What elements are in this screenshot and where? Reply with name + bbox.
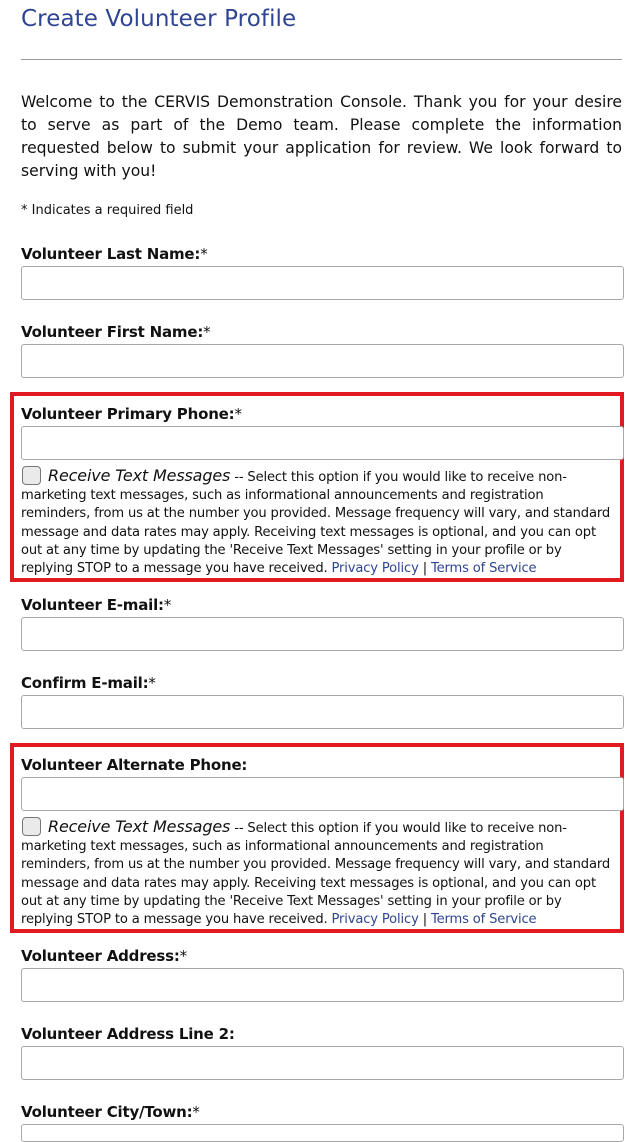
confirm-email-label: Confirm E-mail:* bbox=[21, 674, 156, 692]
confirm-email-input[interactable] bbox=[21, 695, 624, 729]
address2-input[interactable] bbox=[21, 1046, 624, 1080]
primary-phone-label: Volunteer Primary Phone:* bbox=[21, 405, 242, 423]
alternate-phone-input[interactable] bbox=[21, 777, 624, 811]
alternate-sms-title: Receive Text Messages bbox=[48, 817, 231, 836]
confirm-email-field bbox=[21, 673, 624, 729]
alternate-terms-link[interactable]: Terms of Service bbox=[430, 912, 537, 928]
alternate-phone-label: Volunteer Alternate Phone: bbox=[21, 756, 248, 774]
primary-phone-input[interactable] bbox=[21, 426, 624, 460]
primary-sms-checkbox[interactable] bbox=[22, 466, 41, 485]
city-field bbox=[21, 1102, 624, 1142]
title-divider bbox=[21, 59, 622, 60]
alternate-link-separator: | bbox=[422, 912, 427, 928]
address-label: Volunteer Address:* bbox=[21, 947, 187, 965]
city-input[interactable] bbox=[21, 1124, 624, 1142]
primary-link-separator: | bbox=[422, 561, 427, 577]
first-name-field bbox=[21, 322, 624, 378]
last-name-label: Volunteer Last Name:* bbox=[21, 245, 208, 263]
address-input[interactable] bbox=[21, 968, 624, 1002]
address2-label: Volunteer Address Line 2: bbox=[21, 1025, 235, 1043]
intro-text: Welcome to the CERVIS Demonstration Console. Thank you for your desire to serve as part of the Demo team. Please complete the information requested below to submit your application for review. We look forward to serving with you! bbox=[21, 93, 622, 180]
alternate-privacy-link[interactable]: Privacy Policy bbox=[331, 912, 419, 928]
alternate-sms-checkbox[interactable] bbox=[22, 817, 41, 836]
first-name-input[interactable] bbox=[21, 344, 624, 378]
primary-terms-link[interactable]: Terms of Service bbox=[430, 561, 537, 577]
required-note: * Indicates a required field bbox=[21, 203, 194, 218]
primary-phone-section bbox=[10, 392, 624, 582]
address-field bbox=[21, 946, 624, 1002]
address2-field bbox=[21, 1024, 624, 1080]
primary-sms-consent bbox=[21, 466, 613, 578]
city-label: Volunteer City/Town:* bbox=[21, 1103, 200, 1121]
primary-sms-text: -- Select this option if you would like to receive non-marketing text messages, such as informational announcements and registration reminders, from us at the number you provided. Message frequency will vary, and standard message and data rates may apply. Receiving text messages is optional, and you can opt out at any time by updating the 'Receive Text Messages' setting in your profile or by replying STOP to a message you have received. bbox=[21, 470, 610, 577]
primary-sms-title: Receive Text Messages bbox=[48, 466, 231, 485]
page-title: Create Volunteer Profile bbox=[21, 6, 297, 32]
email-label: Volunteer E-mail:* bbox=[21, 596, 172, 614]
primary-privacy-link[interactable]: Privacy Policy bbox=[331, 561, 419, 577]
alternate-phone-section bbox=[10, 743, 624, 933]
alternate-sms-text: -- Select this option if you would like to receive non-marketing text messages, such as informational announcements and registration reminders, from us at the number you provided. Message frequency will vary, and standard message and data rates may apply. Receiving text messages is optional, and you can opt out at any time by updating the 'Receive Text Messages' setting in your profile or by replying STOP to a message you have received. bbox=[21, 821, 610, 928]
last-name-field bbox=[21, 244, 624, 300]
email-input[interactable] bbox=[21, 617, 624, 651]
last-name-input[interactable] bbox=[21, 266, 624, 300]
first-name-label: Volunteer First Name:* bbox=[21, 323, 211, 341]
alternate-sms-consent bbox=[21, 817, 613, 929]
email-field bbox=[21, 595, 624, 651]
